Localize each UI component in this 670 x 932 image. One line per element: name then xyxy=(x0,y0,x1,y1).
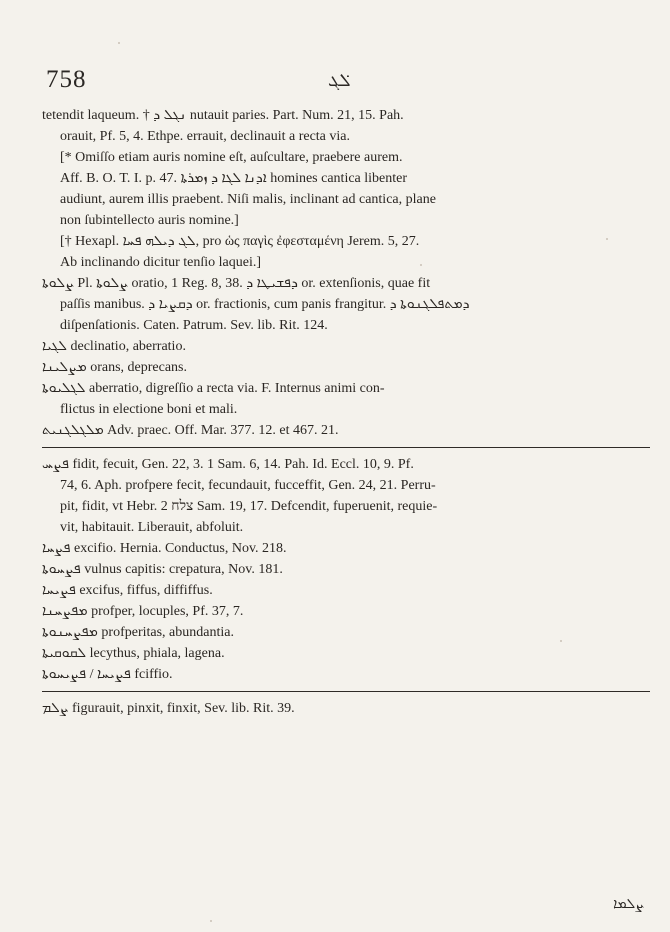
entry-line: ܠܓܠܝܘܬܐ aberratio, digreſſio a recta via. F. Internus animi con- xyxy=(42,381,385,396)
entry-line: ܨܠܡ figurauit, pinxit, finxit, Sev. lib. Rit. 39. xyxy=(42,701,295,716)
entry-line: orauit, Pf. 5, 4. Ethpe. errauit, declinauit a recta via. xyxy=(60,129,351,144)
section-divider xyxy=(42,447,650,448)
entry-line: ܡܨܠܝܢܐ orans, deprecans. xyxy=(42,360,187,375)
section-divider xyxy=(42,691,650,692)
entry-line: ܡܦܨܚܢܘܬܐ profperitas, abundantia. xyxy=(42,625,234,640)
note-line: [† Hexapl. ܠܓ ܕܝܠܗ ܦܚܐ, pro ὡς παγὶς ἐφεσταμένη Jerem. 5, 27. xyxy=(60,234,420,249)
entry-line: ܠܓܝܐ declinatio, aberratio. xyxy=(42,339,186,354)
entry-line: ܠܩܘܩܝܬܐ lecythus, phiala, lagena. xyxy=(42,646,225,661)
entry-line: 74, 6. Aph. profpere fecit, fecundauit, fucceffit, Gen. 24, 21. Perru- xyxy=(60,478,436,493)
running-head: ܠ݁ܓ xyxy=(328,70,351,91)
entry-line: pit, fidit, vt Hebr. צלח 2 Sam. 19, 17. Defcendit, fuperuenit, requie- xyxy=(60,499,438,514)
page-body xyxy=(42,105,644,719)
note-line: audiunt, aurem illis praebent. Niſi malis, inclinant ad cantica, plane xyxy=(60,192,436,207)
paper-speck xyxy=(118,42,120,44)
entry-line: ܦܨܚܐ excifio. Hernia. Conductus, Nov. 218. xyxy=(42,541,287,556)
paper-speck xyxy=(560,640,562,642)
note-line: Ab inclinando dicitur tenſio laquei.] xyxy=(60,255,262,270)
entry-line: ܡܠܓܠܓܢܝܬ Adv. praec. Off. Mar. 377. 12. et 467. 21. xyxy=(42,423,339,438)
entry-line: ܦܨܝܚܐ excifus, fiffus, diffiffus. xyxy=(42,583,213,598)
entry-line: ܦܨܚܘܬܐ vulnus capitis: crepatura, Nov. 181. xyxy=(42,562,283,577)
entry-line: paſſis manibus. ܕܩܨܝܐ ܕ or. fractionis, cum panis frangitur. ܕܡܬܦܠܓܢܘܬܐ ܕ xyxy=(60,297,470,312)
entry-line: ܨܠܘܬܐ Pl. ܨܠܘܬܐ oratio, 1 Reg. 8, 38. ܕܦܫܝܛܐ ܕ or. extenſionis, quae fit xyxy=(42,276,431,291)
entry-line: ܦܨܝܚܐ / ܦܨܝܚܘܬܐ fciffio. xyxy=(42,667,173,682)
paper-speck xyxy=(606,238,608,240)
note-line: non ſubintellecto auris nomine.] xyxy=(60,213,239,228)
entry-line: ܡܦܨܚܢܐ profper, locuples, Pf. 37, 7. xyxy=(42,604,244,619)
note-line: Aff. B. O. T. I. p. 47. ܐܕܢܐ ܠܓܐ ܕ ܙܡܪܬܐ homines cantica libenter xyxy=(60,171,408,186)
entry-line: diſpenſationis. Caten. Patrum. Sev. lib. Rit. 124. xyxy=(60,318,328,333)
paper-speck xyxy=(420,264,422,266)
note-line: [* Omiſſo etiam auris nomine eſt, auſcultare, praebere aurem. xyxy=(60,150,403,165)
entry-line: vit, habitauit. Liberauit, abfoluit. xyxy=(60,520,244,535)
catchword: ܨܠܡܐ xyxy=(613,896,644,912)
page-number: 758 xyxy=(46,66,87,93)
paper-speck xyxy=(210,920,212,922)
entry-line: ܦܨܚ fidit, fecuit, Gen. 22, 3. 1 Sam. 6, 14. Pah. Id. Eccl. 10, 9. Pf. xyxy=(42,457,414,472)
entry-line: tetendit laqueum. † ܢܓܠ ܕ nutauit paries. Part. Num. 21, 15. Pah. xyxy=(42,108,404,123)
entry-line: flictus in electione boni et mali. xyxy=(60,402,238,417)
